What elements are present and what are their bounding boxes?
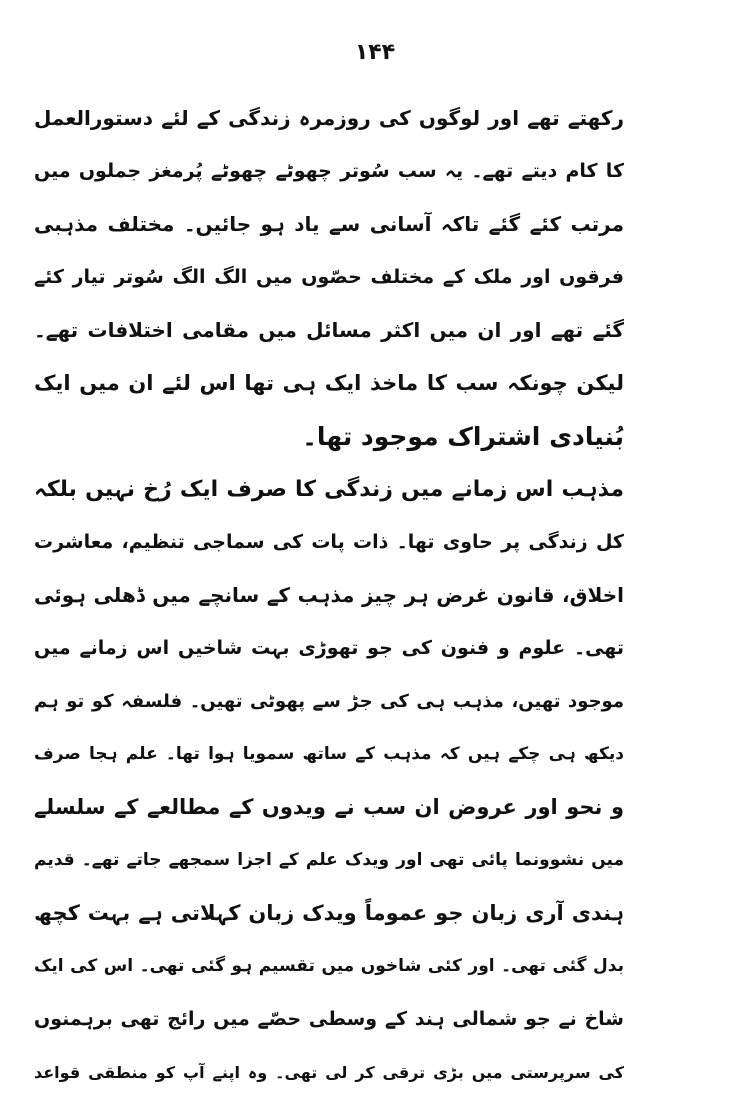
text-line: کل زندگی پر حاوی تھا۔ ذات پات کی سماجی تنظیم، معاشرت [34, 531, 624, 553]
text-line: تھی۔ علوم و فنون کی جو تھوڑی بہت شاخیں اس زمانے میں [34, 637, 624, 659]
text-line: بدل گئی تھی۔ اور کئی شاخوں میں تقسیم ہو گئی تھی۔ اس کی ایک [34, 956, 624, 976]
page-number: ۱۴۴ [354, 40, 396, 65]
text-line: کی سرپرستی میں بڑی ترقی کر لی تھی۔ وہ اپنے آپ کو منطقی قواعد [34, 1063, 624, 1082]
text-line: میں نشوونما پائی تھی اور ویدک علم کے اجزا سمجھے جاتے تھے۔ قدیم [34, 850, 624, 870]
text-line: موجود تھیں، مذہب ہی کی جڑ سے پھوٹی تھیں۔ فلسفہ کو تو ہم [34, 691, 624, 712]
text-line: فرقوں اور ملک کے مختلف حصّوں میں الگ الگ سُوتر تیار کئے [34, 266, 624, 288]
text-line: شاخ نے جو شمالی ہند کے وسطی حصّے میں رائج تھی برہمنوں [34, 1008, 624, 1030]
text-line: مرتب کئے گئے تاکہ آسانی سے یاد ہو جائیں۔ مختلف مذہبی [34, 212, 624, 236]
body-text [34, 92, 624, 1099]
text-line: بُنیادی اشتراک موجود تھا۔ [302, 422, 624, 451]
text-line: اخلاق، قانون غرض ہر چیز مذہب کے سانچے میں ڈھلی ہوئی [34, 583, 624, 607]
text-line: ہندی آری زبان جو عموماً ویدک زبان کہلاتی ہے بہت کچھ [34, 901, 624, 925]
text-line: لیکن چونکہ سب کا ماخذ ایک ہی تھا اس لئے ان میں ایک [34, 371, 624, 395]
text-line: دیکھ ہی چکے ہیں کہ مذہب کے ساتھ سمویا ہوا تھا۔ علم ہجا صرف [34, 744, 624, 764]
text-line: رکھتے تھے اور لوگوں کی روزمرہ زندگی کے لئے دستورالعمل [34, 106, 624, 130]
text-line: کا کام دیتے تھے۔ یہ سب سُوتر چھوٹے چھوٹے پُرمغز جملوں میں [34, 160, 624, 182]
text-line: گئے تھے اور ان میں اکثر مسائل میں مقامی اختلافات تھے۔ [34, 318, 624, 342]
text-line: و نحو اور عروض ان سب نے ویدوں کے مطالعے کے سلسلے [34, 795, 624, 819]
text-line: مذہب اس زمانے میں زندگی کا صرف ایک رُخ نہیں بلکہ [34, 477, 624, 502]
